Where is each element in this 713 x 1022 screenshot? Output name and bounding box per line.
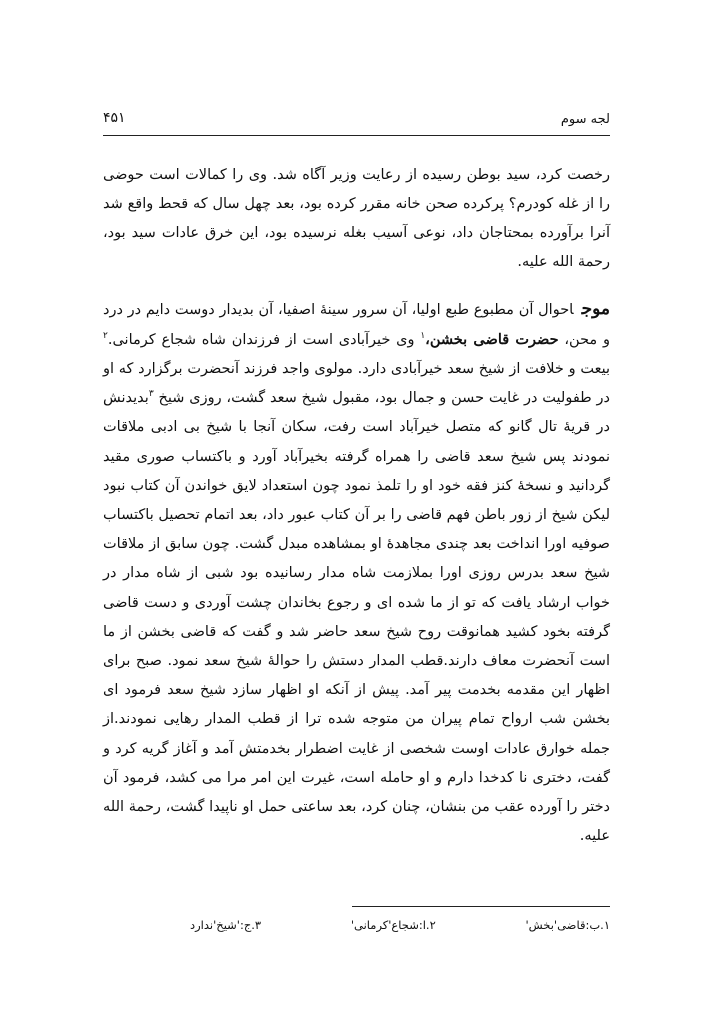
paragraph-2-text-d: بدیدنش در قریهٔ تال گانو که متصل خیرآباد است رفت، سکان آنجا با شیخ بی ادبی ملاقات نمودند پس شیخ سعد قاضی را همراه گرفته بخیرآباد آورد و باکتساب صوری مقید گردانید و نسخهٔ کنز فقه خود او را تلمذ نمود چون استعداد لایق خواندن آن کتاب نبود لیکن شیخ از زور باطن فهم قاضی را بر آن کتاب عبور داد، بعد اتمام تحصیل باکتساب صوفیه اورا انداخت بعد چندی مجاهدهٔ او بمشاهده مبدل گشت. چون سابق از ملاقات شیخ سعد بدرس روزی اورا بملازمت شاه مدار رسانیده بود شبی از شاه مدار در خواب ارشاد یافت که تو از ما شده ای و رجوع بخاندان چشت آوردی و دست قاضی گرفته بخود کشید همانوقت روح شیخ سعد حاضر شد و گفت که قاضی بخشن از ما است آنحضرت معاف دارند.قطب المدار دستش را حوالهٔ شیخ سعد نمود. صبح برای اظهار این مقدمه بخدمت پیر آمد. پیش از آنکه او اظهار سازد شیخ سعد فرمود ای بخشن شب ارواح تمام پیران من متوجه شده ترا از قطب المدار رهایی نمودند.از جمله خوارق عادات اوست شخصی از غایت اضطرار بخدمتش آمد و آغاز گریه کرد و گفت، دختری نا کدخدا دارم و او حامله است، غیرت این امر مرا می کشد، فرمود آن دختر را آورده عقب من بنشان، چنان کرد، بعد ساعتی حمل او ناپیدا گشت، رحمة الله علیه. — [103, 390, 610, 845]
header-rule — [103, 135, 610, 136]
paragraph-1: رخصت کرد، سید بوطن رسیده از رعایت وزیر آگاه شد. وی را کمالات است حوضی را از غله کودرم؟ پرکرده صحن خانه مقرر کرده بود، بعد چهل سال که قحط واقع شد آنرا برآورده بمحتاجان داد، نوعی آسیب بغله نرسیده بود، این خرق عادات سید بود، رحمة الله علیه. — [103, 166, 610, 271]
paragraph-2-text-a: احوال آن مطبوع طبع اولیا، آن سرور سینهٔ اصفیا، آن بدیدار دوست دایم در درد و محن، — [103, 301, 610, 348]
page-header — [103, 108, 610, 134]
person-name-qazi-bakhshan: حضرت قاضی بخشن، — [425, 330, 559, 348]
section-heading-mawj: موج — [581, 298, 610, 319]
footnote-1: ۱.ب:قاضی'بخش' — [525, 918, 610, 932]
footnotes — [190, 918, 610, 940]
footnote-marker-2: ۲ — [103, 330, 108, 341]
footnote-rule — [352, 906, 610, 907]
paragraph-2-text-b: وی خیرآبادی است از فرزندان شاه شجاع کرمانی. — [107, 331, 415, 348]
footnote-marker-1: ۱ — [420, 330, 426, 341]
running-title: لجه سوم — [560, 112, 610, 127]
paragraph-2 — [103, 295, 610, 852]
paragraph-2-text-c: بیعت و خلافت از شیخ سعد خیرآبادی دارد. مولوی واجد فرزند آنحضرت برگزارد که او در طفولیت در غایت حسن و جمال بود، مقبول شیخ سعد گشت، روزی شیخ — [103, 360, 610, 407]
page-number: ۴۵۱ — [103, 110, 126, 126]
footnote-3: ۳.ج:'شیخ'ندارد — [190, 918, 262, 932]
footnote-marker-3: ۳ — [148, 389, 154, 400]
footnote-2: ۲.ا:شجاع'کرمانی' — [350, 918, 436, 932]
